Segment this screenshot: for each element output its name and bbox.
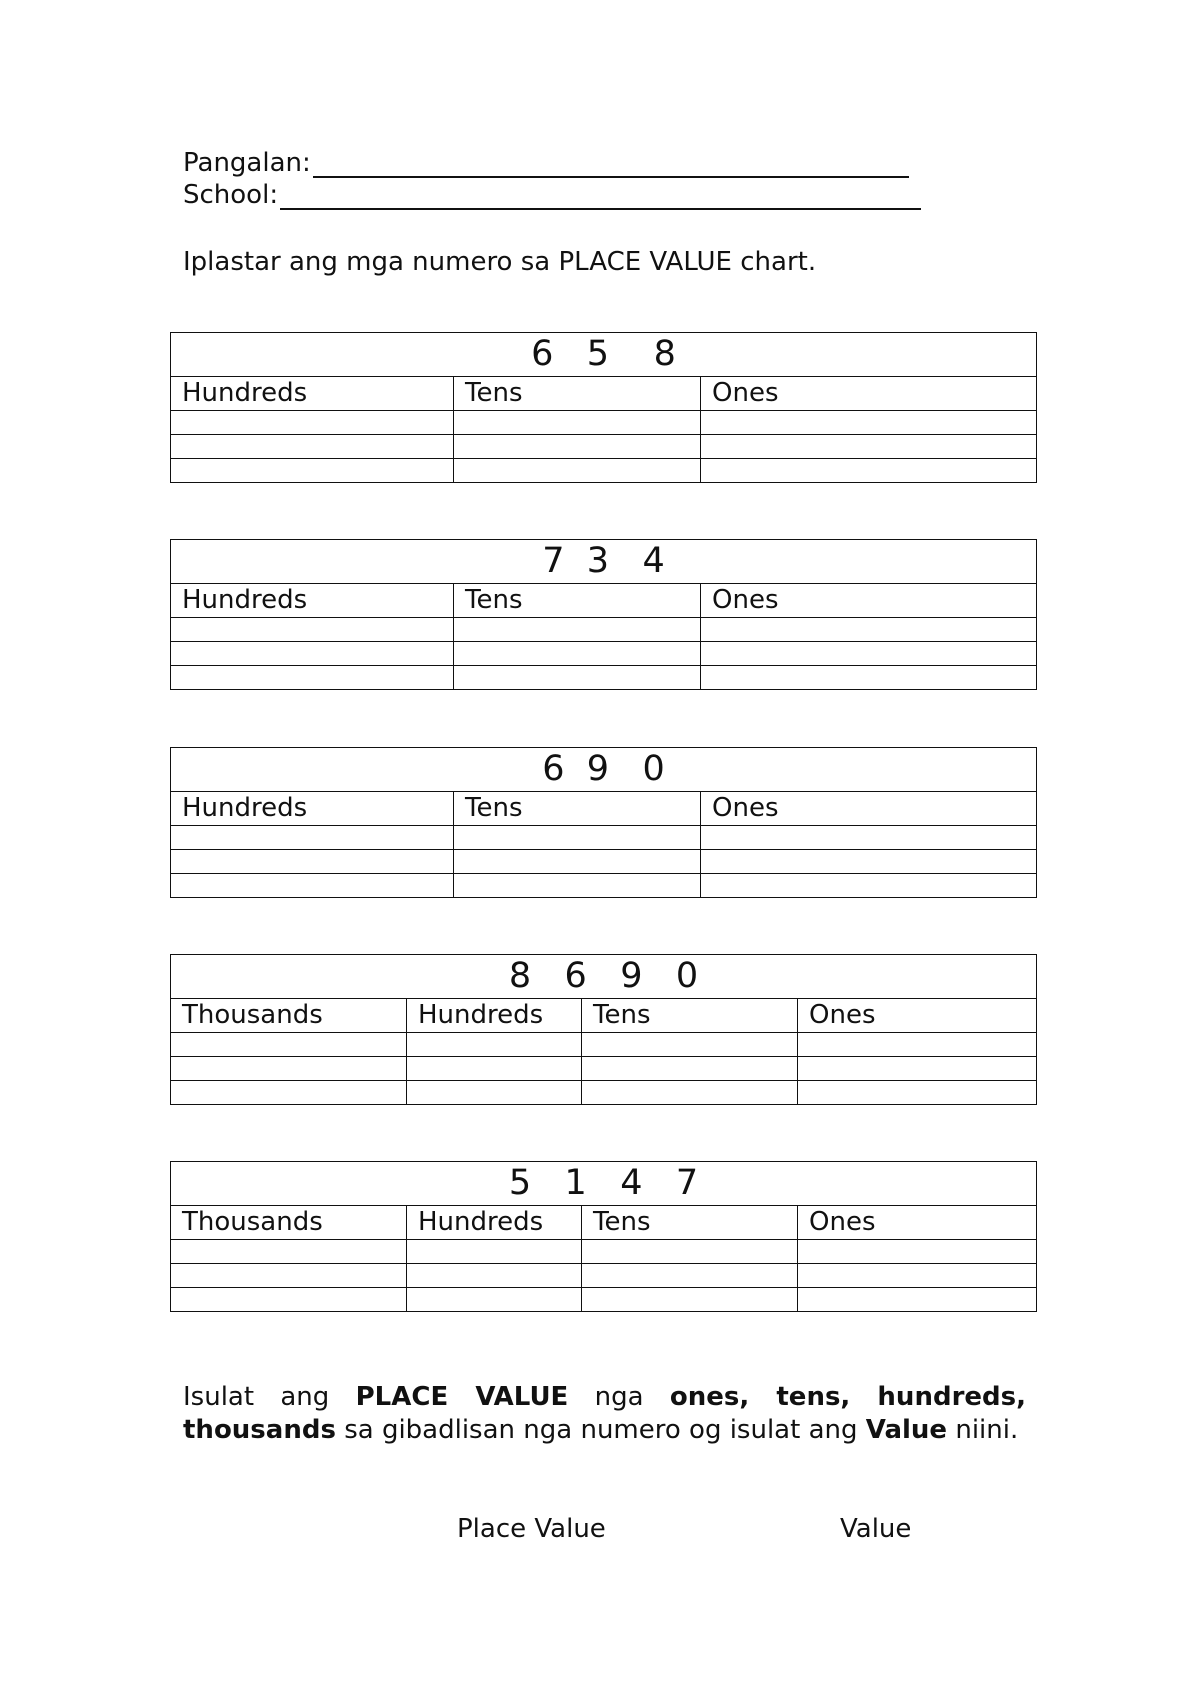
name-label: Pangalan: bbox=[183, 148, 311, 178]
para-text: niini. bbox=[947, 1415, 1019, 1445]
answer-cell[interactable] bbox=[454, 874, 701, 898]
answer-cell[interactable] bbox=[701, 850, 1037, 874]
place-value-table bbox=[170, 747, 1037, 898]
answer-cell[interactable] bbox=[171, 1288, 407, 1312]
answer-cell[interactable] bbox=[454, 642, 701, 666]
column-header: Tens bbox=[582, 1206, 798, 1240]
answer-cell[interactable] bbox=[171, 1057, 407, 1081]
answer-cell[interactable] bbox=[454, 618, 701, 642]
column-header: Tens bbox=[454, 584, 701, 618]
table-number: 5 1 4 7 bbox=[171, 1162, 1037, 1206]
para-text: sa gibadlisan nga numero og isulat ang bbox=[335, 1415, 866, 1445]
answer-cell[interactable] bbox=[454, 411, 701, 435]
answer-cell[interactable] bbox=[798, 1081, 1037, 1105]
answer-cell[interactable] bbox=[701, 459, 1037, 483]
answer-cell[interactable] bbox=[798, 1033, 1037, 1057]
name-blank-line[interactable] bbox=[313, 150, 909, 178]
answer-cell[interactable] bbox=[701, 435, 1037, 459]
answer-cell[interactable] bbox=[454, 666, 701, 690]
answer-cell[interactable] bbox=[407, 1240, 582, 1264]
answer-cell[interactable] bbox=[171, 618, 454, 642]
answer-cell[interactable] bbox=[407, 1057, 582, 1081]
answer-cell[interactable] bbox=[454, 435, 701, 459]
answer-cell[interactable] bbox=[171, 1240, 407, 1264]
answer-cell[interactable] bbox=[582, 1264, 798, 1288]
column-header: Ones bbox=[798, 999, 1037, 1033]
column-header: Hundreds bbox=[171, 377, 454, 411]
answer-cell[interactable] bbox=[701, 826, 1037, 850]
instruction-text: Iplastar ang mga numero sa PLACE VALUE chart. bbox=[183, 247, 817, 277]
answer-cell[interactable] bbox=[171, 1033, 407, 1057]
column-header: Ones bbox=[798, 1206, 1037, 1240]
column-header: Thousands bbox=[171, 999, 407, 1033]
answer-cell[interactable] bbox=[798, 1057, 1037, 1081]
answer-cell[interactable] bbox=[701, 642, 1037, 666]
answer-cell[interactable] bbox=[407, 1081, 582, 1105]
answer-cell[interactable] bbox=[454, 459, 701, 483]
name-field bbox=[183, 148, 909, 178]
answer-cell[interactable] bbox=[582, 1057, 798, 1081]
answer-cell[interactable] bbox=[407, 1033, 582, 1057]
answer-cell[interactable] bbox=[798, 1240, 1037, 1264]
answer-cell[interactable] bbox=[171, 1264, 407, 1288]
place-value-table bbox=[170, 1161, 1037, 1312]
para-bold-text: PLACE VALUE bbox=[355, 1382, 569, 1412]
place-value-column-heading: Place Value bbox=[457, 1514, 606, 1544]
answer-cell[interactable] bbox=[582, 1288, 798, 1312]
answer-cell[interactable] bbox=[582, 1033, 798, 1057]
answer-cell[interactable] bbox=[171, 435, 454, 459]
column-header: Ones bbox=[701, 584, 1037, 618]
table-number: 6 5 8 bbox=[171, 333, 1037, 377]
place-value-instruction-paragraph bbox=[183, 1381, 1026, 1447]
column-header: Thousands bbox=[171, 1206, 407, 1240]
answer-cell[interactable] bbox=[171, 826, 454, 850]
answer-cell[interactable] bbox=[171, 411, 454, 435]
column-header: Hundreds bbox=[171, 584, 454, 618]
school-label: School: bbox=[183, 180, 279, 210]
column-header: Hundreds bbox=[407, 1206, 582, 1240]
table-number: 7 3 4 bbox=[171, 540, 1037, 584]
para-bold-text: Value bbox=[865, 1415, 948, 1445]
school-field bbox=[183, 180, 921, 210]
answer-cell[interactable] bbox=[582, 1240, 798, 1264]
column-header: Ones bbox=[701, 377, 1037, 411]
answer-cell[interactable] bbox=[171, 666, 454, 690]
para-text: nga bbox=[568, 1382, 670, 1412]
place-value-table bbox=[170, 954, 1037, 1105]
answer-cell[interactable] bbox=[171, 850, 454, 874]
column-header: Tens bbox=[454, 377, 701, 411]
table-number: 6 9 0 bbox=[171, 748, 1037, 792]
place-value-table bbox=[170, 332, 1037, 483]
para-bold-text: ones, tens, hundreds, thousands bbox=[183, 1382, 1026, 1445]
column-header: Tens bbox=[582, 999, 798, 1033]
place-value-table bbox=[170, 539, 1037, 690]
answer-cell[interactable] bbox=[407, 1288, 582, 1312]
answer-cell[interactable] bbox=[454, 850, 701, 874]
column-header: Hundreds bbox=[171, 792, 454, 826]
value-column-heading: Value bbox=[840, 1514, 912, 1544]
answer-cell[interactable] bbox=[701, 666, 1037, 690]
school-blank-line[interactable] bbox=[280, 182, 921, 210]
column-header: Ones bbox=[701, 792, 1037, 826]
para-text: Isulat ang bbox=[183, 1382, 356, 1412]
answer-cell[interactable] bbox=[171, 1081, 407, 1105]
answer-cell[interactable] bbox=[582, 1081, 798, 1105]
answer-cell[interactable] bbox=[454, 826, 701, 850]
answer-cell[interactable] bbox=[798, 1288, 1037, 1312]
answer-cell[interactable] bbox=[798, 1264, 1037, 1288]
answer-cell[interactable] bbox=[701, 874, 1037, 898]
answer-cell[interactable] bbox=[701, 618, 1037, 642]
answer-cell[interactable] bbox=[407, 1264, 582, 1288]
answer-cell[interactable] bbox=[171, 642, 454, 666]
column-header: Hundreds bbox=[407, 999, 582, 1033]
column-header: Tens bbox=[454, 792, 701, 826]
answer-cell[interactable] bbox=[701, 411, 1037, 435]
table-number: 8 6 9 0 bbox=[171, 955, 1037, 999]
answer-cell[interactable] bbox=[171, 874, 454, 898]
answer-cell[interactable] bbox=[171, 459, 454, 483]
